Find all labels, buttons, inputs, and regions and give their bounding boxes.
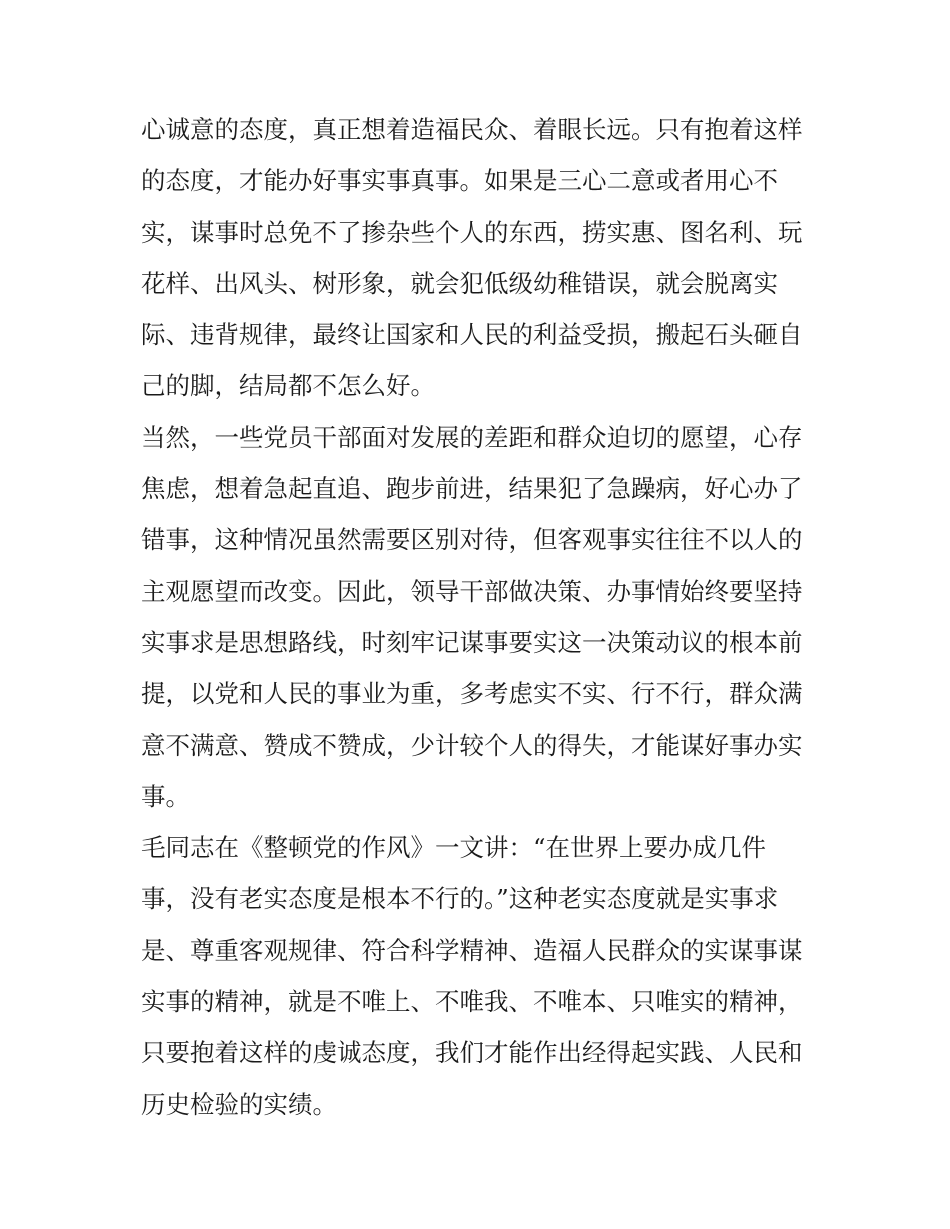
- text-line: 际、违背规律，最终让国家和人民的利益受损，搬起石头砸自: [141, 320, 803, 350]
- paragraph-2: [141, 412, 831, 822]
- text-line: 错事，这种情况虽然需要区别对待，但客观事实往往不以人的: [141, 525, 803, 555]
- document-body: [141, 104, 831, 1130]
- text-line: 事。: [141, 781, 190, 811]
- paragraph-3: [141, 822, 831, 1130]
- text-line: 花样、出风头、树形象，就会犯低级幼稚错误，就会脱离实: [141, 268, 778, 298]
- text-line: 心诚意的态度，真正想着造福民众、着眼长远。只有抱着这样: [141, 115, 803, 144]
- text-line: 毛同志在《整顿党的作风》一文讲：“在世界上要办成几件: [141, 833, 767, 863]
- text-line: 历史检验的实绩。: [141, 1089, 337, 1119]
- text-line: 当然，一些党员干部面对发展的差距和群众迫切的愿望，心存: [141, 422, 803, 452]
- text-line: 的态度，才能办好事实事真事。如果是三心二意或者用心不: [141, 166, 778, 196]
- text-line: 是、尊重客观规律、符合科学精神、造福人民群众的实谋事谋: [141, 935, 803, 965]
- text-line: 焦虑，想着急起直追、跑步前进，结果犯了急躁病，好心办了: [141, 474, 803, 504]
- text-line: 意不满意、赞成不赞成，少计较个人的得失，才能谋好事办实: [141, 730, 803, 760]
- text-line: 提，以党和人民的事业为重，多考虑实不实、行不行，群众满: [141, 679, 803, 709]
- text-line: 主观愿望而改变。因此，领导干部做决策、办事情始终要坚持: [141, 576, 803, 606]
- text-line: 只要抱着这样的虔诚态度，我们才能作出经得起实践、人民和: [141, 1038, 803, 1068]
- text-line: 事，没有老实态度是根本不行的。”这种老实态度就是实事求: [141, 884, 779, 914]
- paragraph-1: [141, 104, 831, 412]
- text-line: 己的脚，结局都不怎么好。: [141, 371, 435, 401]
- text-line: 实事求是思想路线，时刻牢记谋事要实这一决策动议的根本前: [141, 627, 803, 657]
- text-line: 实，谋事时总免不了掺杂些个人的东西，捞实惠、图名利、玩: [141, 217, 803, 247]
- text-line: 实事的精神，就是不唯上、不唯我、不唯本、只唯实的精神，: [141, 987, 803, 1017]
